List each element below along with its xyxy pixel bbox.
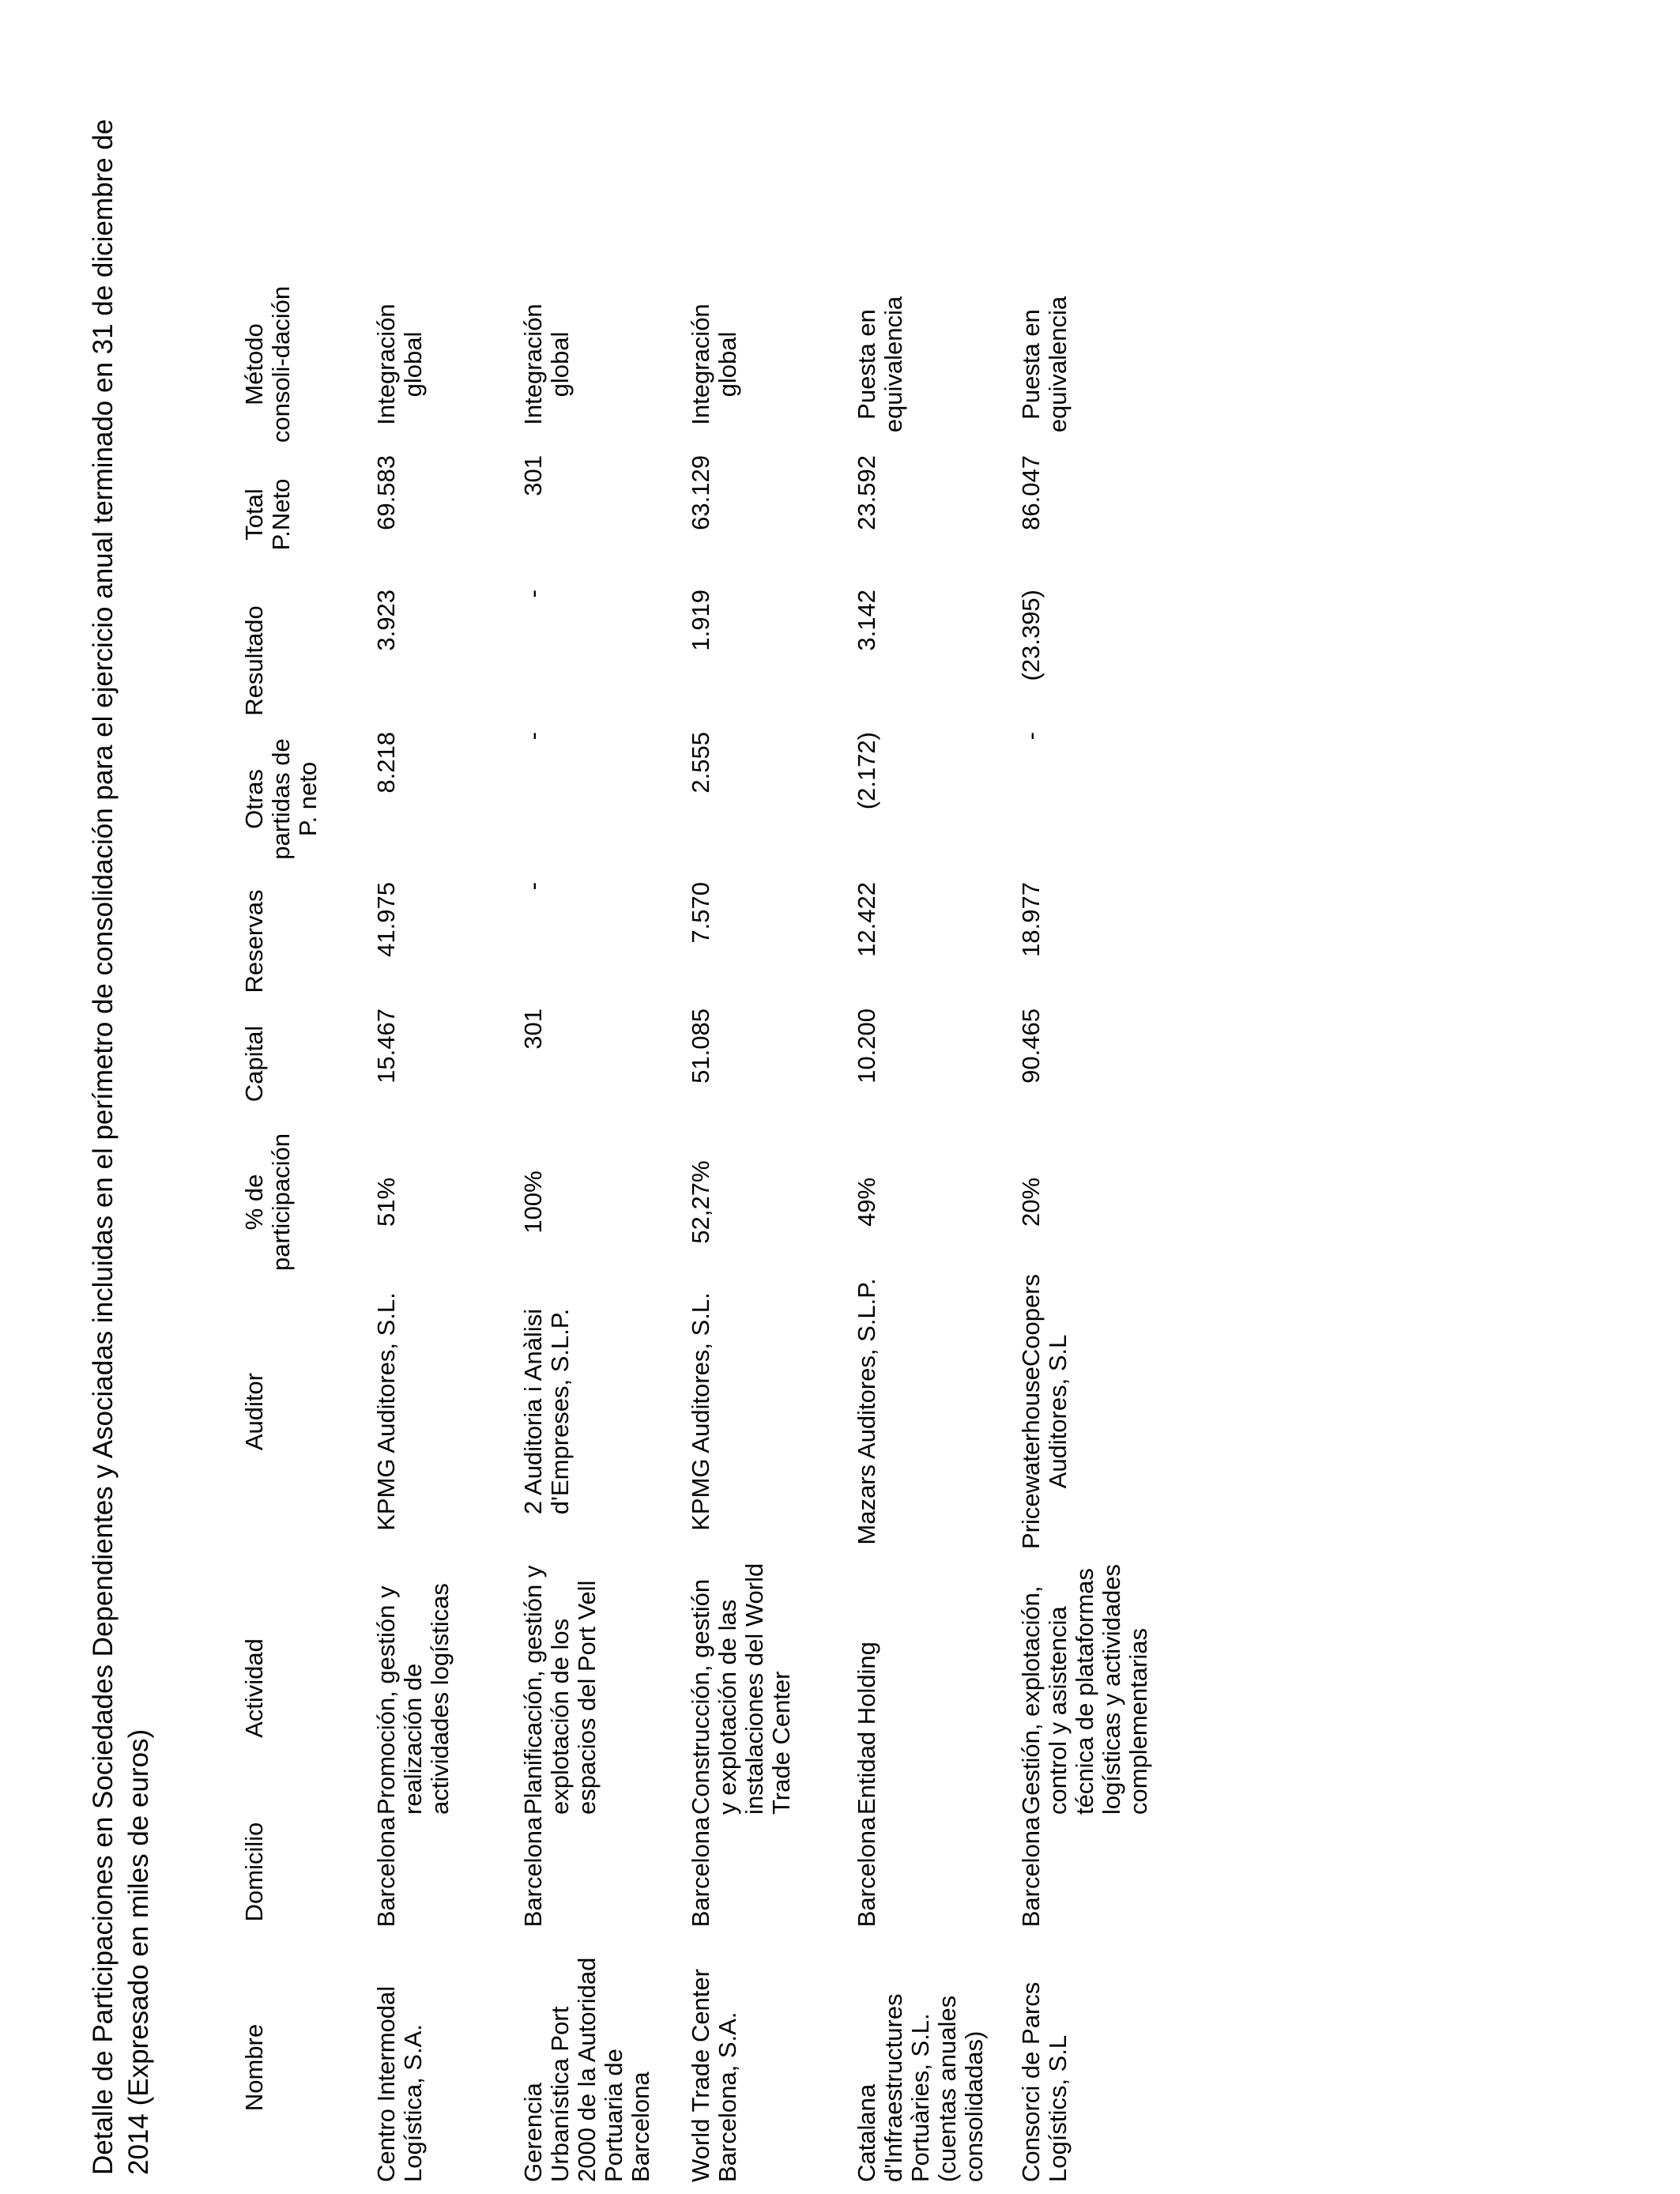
header-metodo: Método consoli-dación xyxy=(240,285,295,443)
cell-total: 23.592 xyxy=(853,455,880,530)
header-actividad: Actividad xyxy=(240,1638,268,1738)
document-title: Detalle de Participaciones en Sociedades Dependientes y Asociadas incluidas en el perímetro de consolidación para el ejercicio anual terminado en 31 de diciembre de 2014 (Expresado en miles de euros) xyxy=(88,119,154,2175)
cell-domicilio: Barcelona xyxy=(372,1816,400,1928)
header-domicilio: Domicilio xyxy=(240,1822,268,1922)
cell-otras: - xyxy=(519,732,547,741)
cell-participacion: 52,27% xyxy=(687,1160,714,1244)
header-nombre: Nombre xyxy=(240,2023,268,2112)
header-capital: Capital xyxy=(240,1025,268,1103)
cell-participacion: 51% xyxy=(372,1177,400,1227)
cell-actividad: Promoción, gestión y realización de actividades logísticas xyxy=(372,1583,454,1815)
cell-actividad: Gestión, explotación, control y asistencia técnica de plataformas logísticas y actividades complementarias xyxy=(1017,1563,1152,1815)
cell-otras: 8.218 xyxy=(372,732,400,794)
cell-auditor: KPMG Auditores, S.L. xyxy=(372,1292,400,1531)
cell-auditor: PricewaterhouseCoopers Auditores, S.L xyxy=(1017,1273,1072,1550)
cell-reservas: 41.975 xyxy=(372,882,400,957)
cell-nombre: World Trade Center Barcelona, S.A. xyxy=(687,1969,741,2182)
cell-total: 63.129 xyxy=(687,455,714,530)
cell-reservas: - xyxy=(519,882,547,891)
cell-otras: (2.172) xyxy=(853,732,880,810)
cell-capital: 90.465 xyxy=(1017,1008,1045,1084)
cell-metodo: Integración global xyxy=(372,303,427,425)
header-total: Total P.Neto xyxy=(240,478,295,551)
cell-capital: 51.085 xyxy=(687,1008,714,1084)
cell-reservas: 18.977 xyxy=(1017,882,1045,957)
cell-reservas: 7.570 xyxy=(687,882,714,944)
cell-resultado: 1.919 xyxy=(687,590,714,651)
cell-actividad: Planificación, gestión y explotación de los espacios del Port Vell xyxy=(519,1565,601,1815)
cell-resultado: - xyxy=(519,590,547,598)
cell-capital: 301 xyxy=(519,1008,547,1050)
cell-auditor: Mazars Auditores, S.L.P. xyxy=(853,1278,880,1545)
cell-metodo: Puesta en equivalencia xyxy=(853,296,907,433)
cell-resultado: 3.142 xyxy=(853,590,880,651)
cell-nombre: Consorci de Parcs Logístics, S.L xyxy=(1017,1981,1072,2182)
cell-total: 69.583 xyxy=(372,455,400,530)
cell-resultado: 3.923 xyxy=(372,590,400,651)
cell-participacion: 100% xyxy=(519,1171,547,1234)
cell-domicilio: Barcelona xyxy=(1017,1816,1045,1928)
cell-total: 86.047 xyxy=(1017,455,1045,530)
header-reservas: Reservas xyxy=(240,889,268,993)
cell-auditor: 2 Auditoria i Anàlisi d'Empreses, S.L.P. xyxy=(519,1308,574,1515)
cell-auditor: KPMG Auditores, S.L. xyxy=(687,1292,714,1531)
header-auditor: Auditor xyxy=(240,1372,268,1451)
cell-actividad: Entidad Holding xyxy=(853,1642,880,1815)
header-resultado: Resultado xyxy=(240,605,268,716)
cell-metodo: Integración global xyxy=(687,303,741,425)
header-participacion: % de participación xyxy=(240,1133,295,1272)
cell-reservas: 12.422 xyxy=(853,882,880,957)
cell-participacion: 20% xyxy=(1017,1177,1045,1227)
cell-resultado: (23.395) xyxy=(1017,590,1045,681)
cell-capital: 15.467 xyxy=(372,1008,400,1084)
cell-domicilio: Barcelona xyxy=(687,1816,714,1928)
header-otras: Otras partidas de P. neto xyxy=(240,738,322,860)
cell-nombre: Gerencia Urbanística Port 2000 de la Autoridad Portuaria de Barcelona xyxy=(519,1957,654,2182)
cell-domicilio: Barcelona xyxy=(853,1816,880,1928)
cell-capital: 10.200 xyxy=(853,1008,880,1084)
cell-total: 301 xyxy=(519,455,547,496)
cell-metodo: Puesta en equivalencia xyxy=(1017,296,1072,433)
cell-nombre: Centro Intermodal Logística, S.A. xyxy=(372,1985,427,2182)
cell-metodo: Integración global xyxy=(519,303,574,425)
cell-otras: - xyxy=(1017,732,1045,741)
cell-participacion: 49% xyxy=(853,1177,880,1227)
cell-otras: 2.555 xyxy=(687,732,714,794)
cell-domicilio: Barcelona xyxy=(519,1816,547,1928)
cell-nombre: Catalana d'Infraestructures Portuàries, S.L. (cuentas anuales consolidadas) xyxy=(853,1993,988,2182)
cell-actividad: Construcción, gestión y explotación de las instalaciones del World Trade Center xyxy=(687,1563,795,1815)
